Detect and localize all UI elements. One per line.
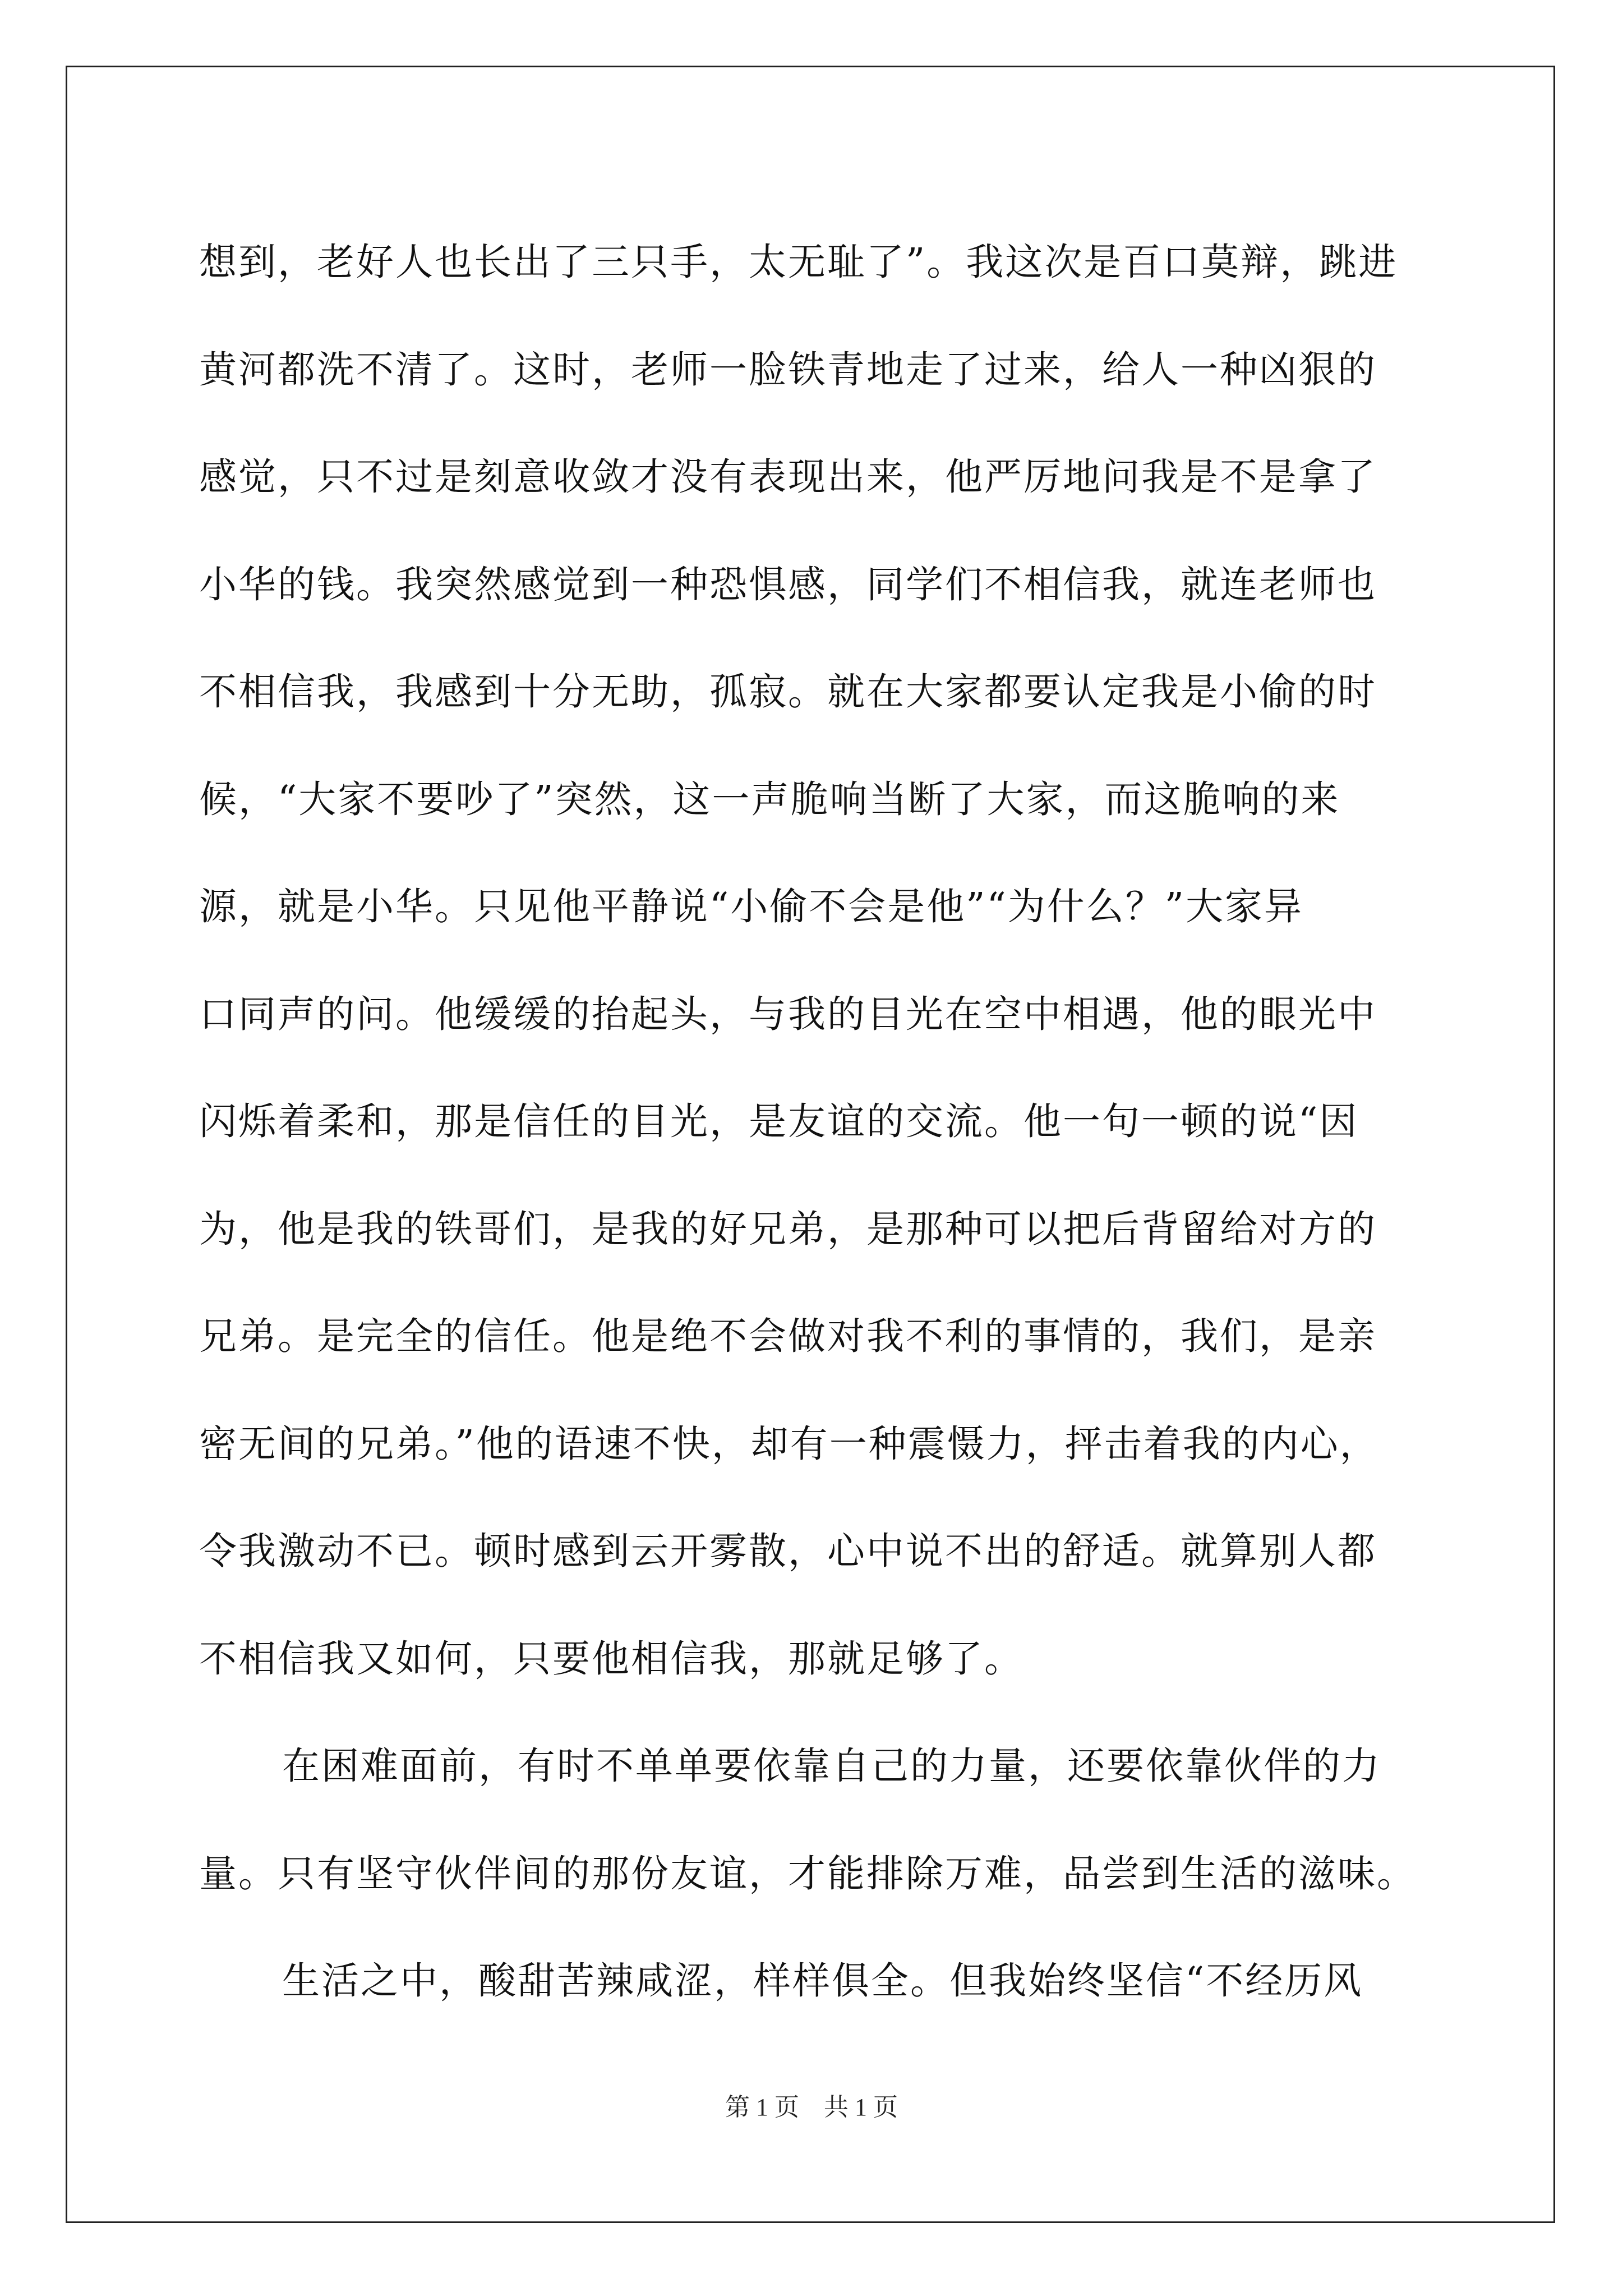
text-line: 想到，老好人也长出了三只手，太无耻了”。我这次是百口莫辩，跳进 (199, 240, 1398, 284)
paragraph-start-line: 生活之中，酸甜苦辣咸涩，样样俱全。但我始终坚信“不经历风 (282, 1959, 1363, 2003)
text-line: 小华的钱。我突然感觉到一种恐惧感，同学们不相信我，就连老师也 (199, 562, 1377, 606)
document-body (199, 209, 1433, 2035)
text-line: 量。只有坚守伙伴间的那份友谊，才能排除万难，品尝到生活的滋味。 (199, 1851, 1416, 1895)
text-line: 黄河都洗不清了。这时，老师一脸铁青地走了过来，给人一种凶狠的 (199, 347, 1377, 392)
text-line: 闪烁着柔和，那是信任的目光，是友谊的交流。他一句一顿的说“因 (199, 1099, 1359, 1143)
text-line: 口同声的问。他缓缓的抬起头，与我的目光在空中相遇，他的眼光中 (199, 992, 1377, 1036)
page-number-footer: 第 1 页 共 1 页 (725, 2093, 898, 2121)
text-line: 不相信我又如何，只要他相信我，那就足够了。 (199, 1636, 1023, 1681)
text-line: 密无间的兄弟。”他的语速不快，却有一种震慑力，抨击着我的内心， (199, 1421, 1379, 1466)
text-line: 感觉，只不过是刻意收敛才没有表现出来，他严厉地问我是不是拿了 (199, 455, 1377, 499)
text-line: 兄弟。是完全的信任。他是绝不会做对我不利的事情的，我们，是亲 (199, 1314, 1377, 1358)
text-line: 令我激动不已。顿时感到云开雾散，心中说不出的舒适。就算别人都 (199, 1529, 1377, 1573)
paragraph-start-line: 在困难面前，有时不单单要依靠自己的力量，还要依靠伙伴的力 (282, 1744, 1381, 1788)
text-line: 为，他是我的铁哥们，是我的好兄弟，是那种可以把后背留给对方的 (199, 1207, 1377, 1251)
text-line: 候，“大家不要吵了”突然，这一声脆响当断了大家，而这脆响的来 (199, 777, 1340, 821)
text-line: 源，就是小华。只见他平静说“小偷不会是他”“为什么？”大家异 (199, 885, 1304, 928)
text-line: 不相信我，我感到十分无助，孤寂。就在大家都要认定我是小偷的时 (199, 670, 1377, 714)
